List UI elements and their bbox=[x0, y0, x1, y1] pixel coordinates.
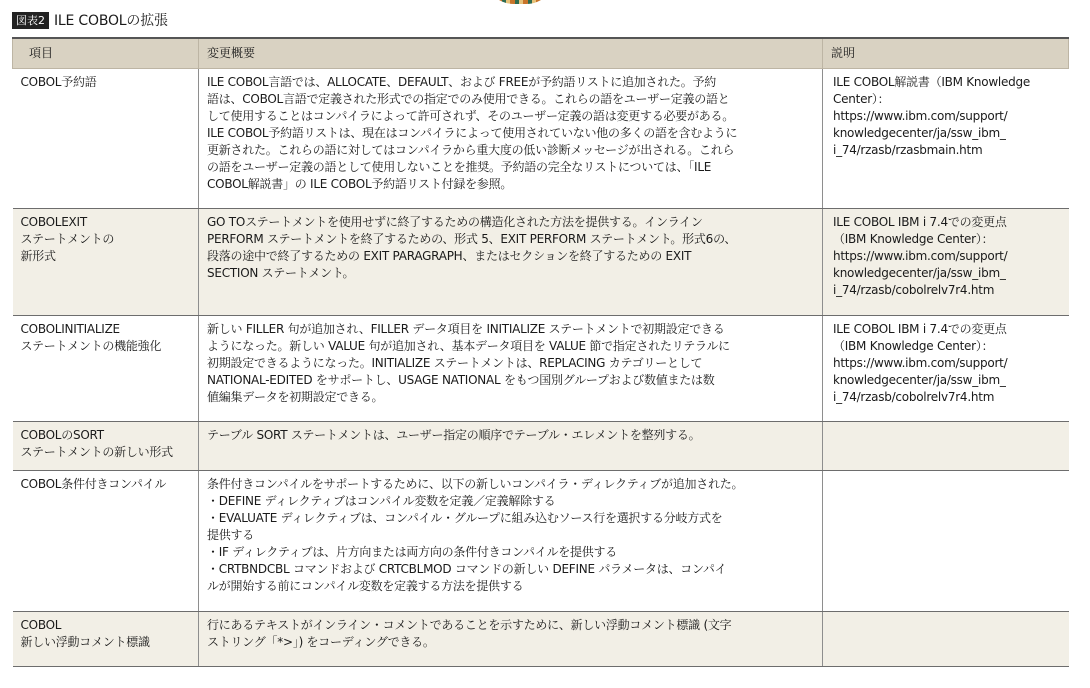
cell-text-line: の語をユーザー定義の語として使用しないことを推奨。予約語の完全なリストについては、「ILE bbox=[207, 160, 712, 174]
table-row bbox=[13, 69, 1069, 209]
cell-text-line: COBOL解説書」の ILE COBOL予約語リスト付録を参照。 bbox=[207, 177, 513, 191]
cell-text-line: 新しい浮動コメント標識 bbox=[20, 635, 150, 649]
cell-text-line: ルが開始する前にコンパイル変数を定義する方法を提供する bbox=[207, 579, 524, 593]
header-item: 項目 bbox=[13, 38, 199, 69]
header-summary: 変更概要 bbox=[199, 38, 823, 69]
table-row bbox=[13, 612, 1069, 667]
row-description-cell bbox=[823, 422, 1069, 471]
row-summary-cell bbox=[199, 69, 823, 209]
cell-text-line: 更新された。これらの語に対してはコンパイラから重大度の低い診断メッセージが出される。これら bbox=[207, 143, 735, 157]
table-row bbox=[13, 471, 1069, 612]
cell-text-line: して使用することはコンパイラによって許可されず、そのユーザー定義の語は変更する必要がある。 bbox=[207, 109, 734, 123]
cell-text-line: 語は、COBOL言語で定義された形式での指定でのみ使用できる。これらの語をユーザー定義の語と bbox=[207, 92, 730, 106]
row-item-cell bbox=[13, 422, 199, 471]
cell-text-line: SECTION ステートメント。 bbox=[207, 266, 355, 280]
cell-text-line: ステートメントの機能強化 bbox=[20, 339, 162, 353]
cell-text-line: 値編集データを初期設定できる。 bbox=[207, 390, 384, 404]
cell-text-line: https://www.ibm.com/support/ bbox=[833, 356, 1008, 370]
extensions-table bbox=[12, 37, 1069, 667]
row-item-cell bbox=[13, 612, 199, 667]
cell-text-line: 新形式 bbox=[20, 249, 56, 263]
cell-text-line: https://www.ibm.com/support/ bbox=[833, 109, 1008, 123]
cell-text-line: ILE COBOL IBM i 7.4での変更点 bbox=[833, 215, 1007, 229]
cell-text-line: ・IF ディレクティブは、片方向または両方向の条件付きコンパイルを提供する bbox=[207, 545, 618, 559]
cell-text-line: COBOLのSORT bbox=[20, 428, 104, 442]
figure-title: ILE COBOLの拡張 bbox=[54, 13, 168, 29]
row-summary-cell bbox=[199, 471, 823, 612]
header-description: 説明 bbox=[823, 38, 1069, 69]
row-description-cell bbox=[823, 316, 1069, 422]
cell-text-line: 条件付きコンパイルをサポートするために、以下の新しいコンパイラ・ディレクティブが追加された。 bbox=[207, 477, 744, 491]
row-summary-cell bbox=[199, 612, 823, 667]
cell-text-line: ・CRTBNDCBL コマンドおよび CRTCBLMOD コマンドの新しい DEFINE パラメータは、コンパイ bbox=[207, 562, 727, 576]
row-description-cell bbox=[823, 471, 1069, 612]
cell-text-line: COBOLINITIALIZE bbox=[20, 322, 120, 336]
row-description-cell bbox=[823, 209, 1069, 316]
cell-text-line: 初期設定できるようになった。INITIALIZE ステートメントは、REPLACING カテゴリーとして bbox=[207, 356, 703, 370]
cell-text-line: GO TOステートメントを使用せずに終了するための構造化された方法を提供する。インライン bbox=[207, 215, 703, 229]
cell-text-line: i_74/rzasb/cobolrelv7r4.htm bbox=[833, 390, 995, 404]
cell-text-line: PERFORM ステートメントを終了するための、形式 5、EXIT PERFORM ステートメント。形式6の、 bbox=[207, 232, 737, 246]
cell-text-line: ステートメントの新しい形式 bbox=[20, 445, 173, 459]
cell-text-line: ILE COBOL言語では、ALLOCATE、DEFAULT、および FREEが予約語リストに追加された。予約 bbox=[207, 75, 716, 89]
row-description-cell bbox=[823, 612, 1069, 667]
cell-text-line: ILE COBOL予約語リストは、現在はコンパイラによって使用されていない他の多くの語を含むように bbox=[207, 126, 738, 140]
cell-text-line: ストリング「*>」) をコーディングできる。 bbox=[207, 635, 435, 649]
row-summary-cell bbox=[199, 422, 823, 471]
cell-text-line: i_74/rzasb/cobolrelv7r4.htm bbox=[833, 283, 995, 297]
table-row bbox=[13, 209, 1069, 316]
cell-text-line: ・DEFINE ディレクティブはコンパイル変数を定義／定義解除する bbox=[207, 494, 556, 508]
cell-text-line: 段落の途中で終了するための EXIT PARAGRAPH、またはセクションを終了するための EXIT bbox=[207, 249, 692, 263]
cell-text-line: COBOL条件付きコンパイル bbox=[20, 477, 167, 491]
cell-text-line: knowledgecenter/ja/ssw_ibm_ bbox=[833, 266, 1006, 280]
row-summary-cell bbox=[199, 209, 823, 316]
table-row bbox=[13, 422, 1069, 471]
cell-text-line: https://www.ibm.com/support/ bbox=[833, 249, 1008, 263]
cell-text-line: ステートメントの bbox=[20, 232, 115, 246]
figure-caption bbox=[12, 10, 168, 30]
cell-text-line: ・EVALUATE ディレクティブは、コンパイル・グループに組み込むソース行を選択する分岐方式を bbox=[207, 511, 723, 525]
cell-text-line: i_74/rzasb/rzasbmain.htm bbox=[833, 143, 983, 157]
cell-text-line: 行にあるテキストがインライン・コメントであることを示すために、新しい浮動コメント標識 (文字 bbox=[207, 618, 732, 632]
cell-text-line: COBOL bbox=[20, 618, 62, 632]
cell-text-line: COBOLEXIT bbox=[20, 215, 87, 229]
cell-text-line: ILE COBOL解説書（IBM Knowledge bbox=[833, 75, 1031, 89]
decorative-graphic bbox=[484, 0, 556, 4]
row-item-cell bbox=[13, 471, 199, 612]
cell-text-line: Center）： bbox=[833, 92, 890, 106]
table-header-row bbox=[13, 38, 1069, 69]
figure-label: 図表2 bbox=[12, 12, 49, 29]
cell-text-line: （IBM Knowledge Center）： bbox=[833, 232, 994, 246]
row-item-cell bbox=[13, 316, 199, 422]
cell-text-line: （IBM Knowledge Center）： bbox=[833, 339, 994, 353]
table-row bbox=[13, 316, 1069, 422]
cell-text-line: ようになった。新しい VALUE 句が追加され、基本データ項目を VALUE 節で指定されたリテラルに bbox=[207, 339, 730, 353]
cell-text-line: 提供する bbox=[207, 528, 255, 542]
row-item-cell bbox=[13, 209, 199, 316]
cell-text-line: knowledgecenter/ja/ssw_ibm_ bbox=[833, 373, 1006, 387]
row-summary-cell bbox=[199, 316, 823, 422]
cell-text-line: 新しい FILLER 句が追加され、FILLER データ項目を INITIALIZE ステートメントで初期設定できる bbox=[207, 322, 725, 336]
cell-text-line: knowledgecenter/ja/ssw_ibm_ bbox=[833, 126, 1006, 140]
cell-text-line: NATIONAL-EDITED をサポートし、USAGE NATIONAL をもつ国別グループおよび数値または数 bbox=[207, 373, 715, 387]
cell-text-line: COBOL予約語 bbox=[20, 75, 97, 89]
cell-text-line: テーブル SORT ステートメントは、ユーザー指定の順序でテーブル・エレメントを整列する。 bbox=[207, 428, 701, 442]
cell-text-line: ILE COBOL IBM i 7.4での変更点 bbox=[833, 322, 1007, 336]
row-item-cell bbox=[13, 69, 199, 209]
row-description-cell bbox=[823, 69, 1069, 209]
